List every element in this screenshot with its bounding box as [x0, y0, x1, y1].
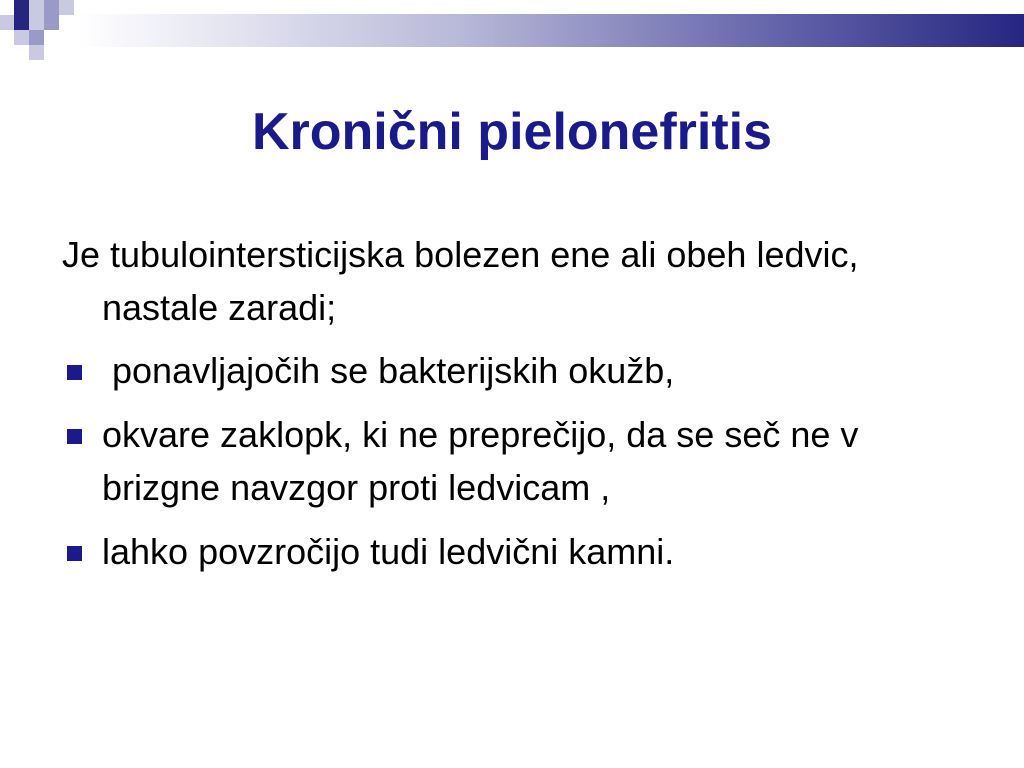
slide-body [62, 228, 982, 589]
bullet-text: okvare zaklopk, ki ne preprečijo, da se seč ne v brizgne navzgor proti ledvicam , [102, 414, 859, 508]
bullet-item [62, 344, 982, 397]
bullet-text: lahko povzročijo tudi ledvični kamni. [102, 531, 675, 572]
square-bullet-icon [67, 546, 82, 561]
bullet-item [62, 408, 982, 514]
bullet-item [62, 525, 982, 578]
square-bullet-icon [67, 365, 82, 380]
square-bullet-icon [67, 429, 82, 444]
slide-title: Kronični pielonefritis [251, 103, 773, 161]
intro-paragraph: Je tubulointersticijska bolezen ene ali obeh ledvic, nastale zaradi; [62, 234, 859, 328]
bullet-text: ponavljajočih se bakterijskih okužb, [102, 350, 675, 391]
header-gradient-bar [78, 14, 1024, 47]
